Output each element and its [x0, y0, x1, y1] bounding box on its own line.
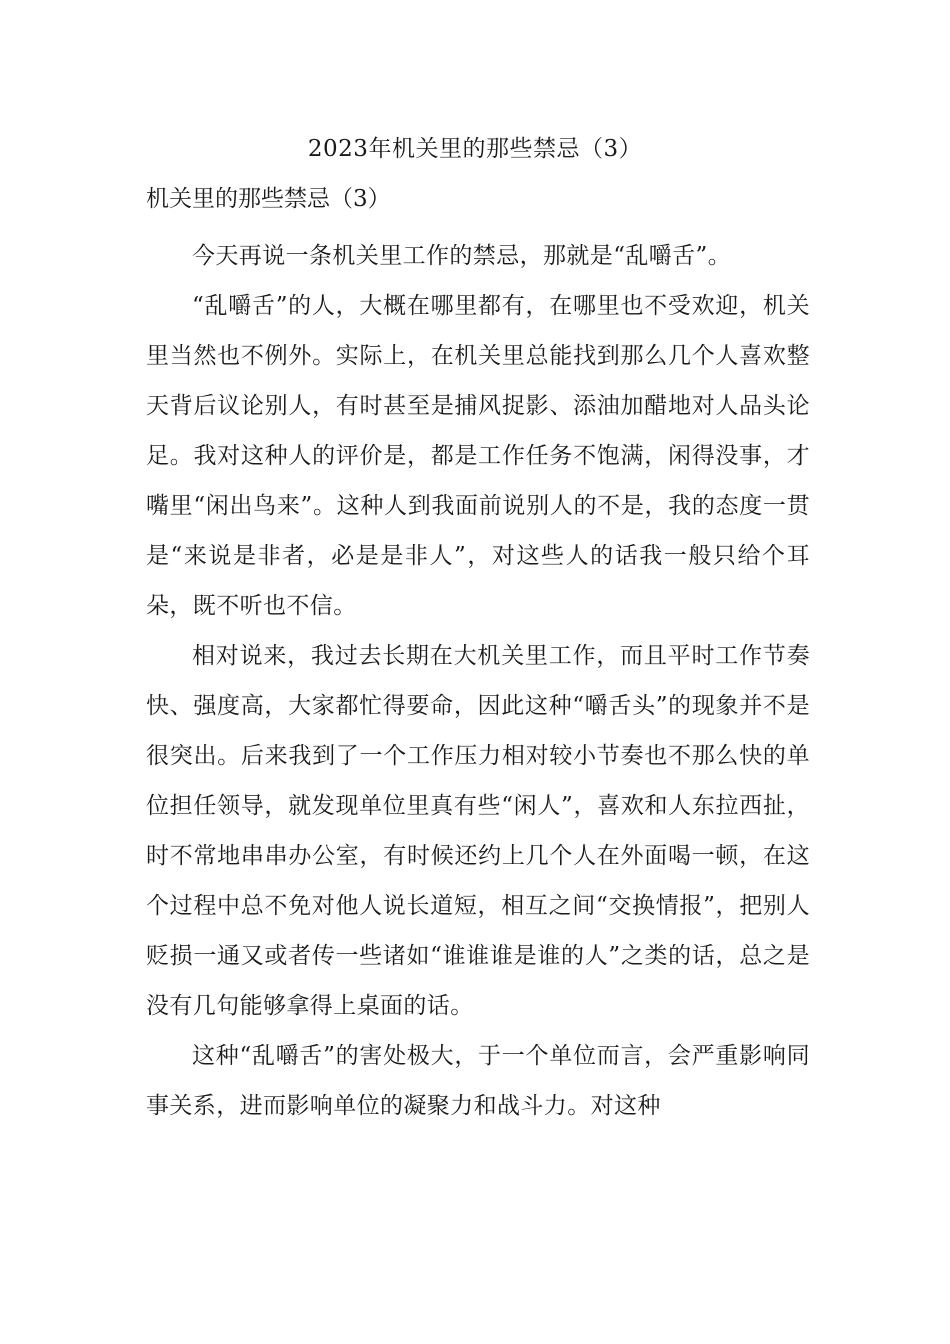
document-subtitle: 机关里的那些禁忌（3）	[146, 186, 391, 212]
paragraph: 这种“乱嚼舌”的害处极大，于一个单位而言，会严重影响同事关系，进而影响单位的凝聚力和战斗力。对这种	[146, 1043, 810, 1119]
paragraph: 今天再说一条机关里工作的禁忌，那就是“乱嚼舌”。	[192, 243, 732, 269]
document-body	[146, 231, 810, 1131]
paragraph: “乱嚼舌”的人，大概在哪里都有，在哪里也不受欢迎，机关里当然也不例外。实际上，在机关里总能找到那么几个人喜欢整天背后议论别人，有时甚至是捕风捉影、添油加醋地对人品头论足。我对这种人的评价是，都是工作任务不饱满，闲得没事，才嘴里“闲出鸟来”。这种人到我面前说别人的不是，我的态度一贯是“来说是非者，必是是非人”，对这些人的话我一般只给个耳朵，既不听也不信。	[146, 293, 810, 619]
paragraph: 相对说来，我过去长期在大机关里工作，而且平时工作节奏快、强度高，大家都忙得要命，因此这种“嚼舌头”的现象并不是很突出。后来我到了一个工作压力相对较小节奏也不那么快的单位担任领导，就发现单位里真有些“闲人”，喜欢和人东拉西扯，时不常地串串办公室，有时候还约上几个人在外面喝一顿，在这个过程中总不免对他人说长道短，相互之间“交换情报”，把别人贬损一通又或者传一些诸如“谁谁谁是谁的人”之类的话，总之是没有几句能够拿得上桌面的话。	[146, 643, 810, 1019]
document-title: 2023年机关里的那些禁忌（3）	[307, 136, 643, 162]
